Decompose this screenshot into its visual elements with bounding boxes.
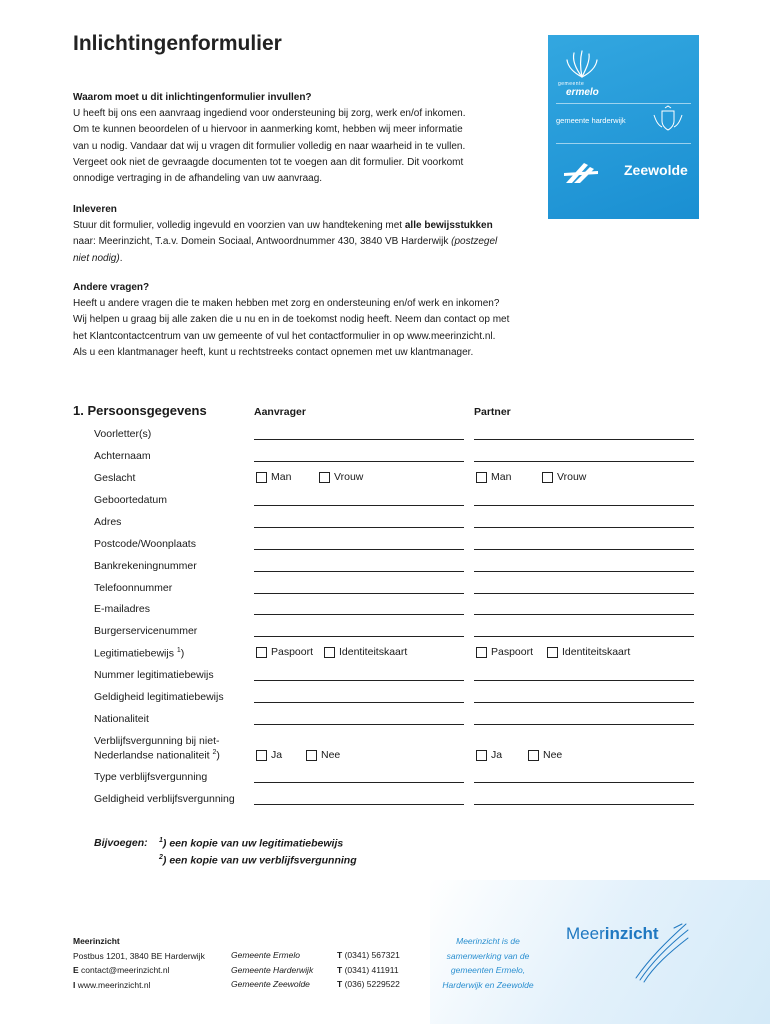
partner-paspoort-checkbox[interactable]: Paspoort [476,646,533,658]
partner-nationaliteit-field[interactable] [474,724,694,725]
partner-geldigheid-verblijf-field[interactable] [474,804,694,805]
footer-phone: (036) 5229522 [344,979,400,989]
label-postcode-woonplaats: Postcode/Woonplaats [94,538,196,550]
aanvrager-nee-checkbox[interactable]: Nee [306,749,340,761]
partner-vrouw-checkbox[interactable]: Vrouw [542,471,586,483]
footer-blurb: Meerinzicht is de samenwerking van de gemeenten Ermelo, Harderwijk en Zeewolde [442,936,534,990]
label-telefoonnummer: Telefoonnummer [94,582,173,594]
page-title: Inlichtingenformulier [73,32,282,55]
column-header-partner: Partner [474,406,511,418]
footer-gemeente: Gemeente Zeewolde [231,979,310,989]
footer-web-link[interactable]: www.meerinzicht.nl [77,979,151,990]
inleveren-heading: Inleveren [73,204,117,215]
footer-phones: T (0341) 567321 T (0341) 411911 T (036) 5229522 [337,950,400,989]
intro-line: onnodige vertraging in de afhandeling van uw aanvraag. [73,173,323,185]
label-burgerservicenummer: Burgerservicenummer [94,625,198,637]
label-geslacht: Geslacht [94,472,136,484]
aanvrager-bsn-field[interactable] [254,636,464,637]
partner-email-field[interactable] [474,614,694,615]
intro-heading: Waarom moet u dit inlichtingenformulier invullen? [73,92,312,103]
partner-bsn-field[interactable] [474,636,694,637]
label-geboortedatum: Geboortedatum [94,494,167,506]
footer-gemeente: Gemeente Ermelo [231,950,300,960]
label-nationaliteit: Nationaliteit [94,713,149,725]
andere-vragen-section [73,280,553,361]
label-type-verblijfsvergunning: Type verblijfsvergunning [94,771,208,783]
partner-nee-checkbox[interactable]: Nee [528,749,562,761]
label-geldigheid-verblijfsvergunning: Geldigheid verblijfsvergunning [94,793,235,805]
inleveren-italic: (postzegel [451,236,498,248]
partner-adres-field[interactable] [474,527,694,528]
partner-geldigheid-legitimatie-field[interactable] [474,702,694,703]
ermelo-label: ermelo [566,87,599,98]
partner-man-checkbox[interactable]: Man [476,471,511,483]
partner-geboortedatum-field[interactable] [474,505,694,506]
aanvrager-ja-checkbox[interactable]: Ja [256,749,282,761]
aanvrager-achternaam-field[interactable] [254,461,464,462]
aanvrager-vrouw-checkbox[interactable]: Vrouw [319,471,363,483]
partner-bankrekening-field[interactable] [474,571,694,572]
label-emailadres: E-mailadres [94,603,151,615]
aanvrager-geldigheid-legitimatie-field[interactable] [254,702,464,703]
label-achternaam: Achternaam [94,450,151,462]
aanvrager-nationaliteit-field[interactable] [254,724,464,725]
footer-contact: Meerinzicht Postbus 1201, 3840 BE Harderwijk E contact@meerinzicht.nl I www.meerinzicht.nl [73,936,205,990]
label-geldigheid-legitimatiebewijs: Geldigheid legitimatiebewijs [94,691,224,703]
aanvrager-geboortedatum-field[interactable] [254,505,464,506]
intro-line: Om te kunnen beoordelen of u hiervoor in aanmerking komt, hebben wij meer informatie [73,124,463,136]
partner-postcode-field[interactable] [474,549,694,550]
footer-gemeente: Gemeente Harderwijk [231,964,314,975]
label-verblijfsvergunning-2: Nederlandse nationaliteit $^2$) [94,749,220,762]
footer-phone: (0341) 411911 [344,964,399,975]
andere-line: Wij helpen u graag bij alle zaken die u nu en in de toekomst nodig heeft. Neem dan contact op met [73,314,510,326]
logo-divider [556,143,691,144]
logo-inzicht: inzicht [604,924,659,943]
intro-line: van u nodig. Vandaar dat wij u vragen dit formulier volledig en naar waarheid in te vullen. [73,140,466,152]
aanvrager-adres-field[interactable] [254,527,464,528]
partner-telefoon-field[interactable] [474,593,694,594]
aanvrager-man-checkbox[interactable]: Man [256,471,291,483]
zeewolde-logo-icon [562,159,602,187]
municipality-logo-panel [548,35,699,219]
harderwijk-crest-icon [648,105,688,135]
inleveren-bold: alle bewijsstukken [404,220,493,232]
meerinzicht-swoosh-icon [630,918,692,988]
section-title-persoonsgegevens: 1. Persoonsgegevens [73,403,207,418]
label-nummer-legitimatiebewijs: Nummer legitimatiebewijs [94,669,214,681]
partner-type-verblijf-field[interactable] [474,782,694,783]
aanvrager-geldigheid-verblijf-field[interactable] [254,804,464,805]
partner-identiteitskaart-checkbox[interactable]: Identiteitskaart [547,646,630,658]
footer-org: Meerinzicht [73,936,120,946]
inleveren-text: naar: Meerinzicht, T.a.v. Domein Sociaal, Antwoordnummer 430, 3840 VB Harderwijk [73,236,452,248]
aanvrager-paspoort-checkbox[interactable]: Paspoort [256,646,313,658]
label-verblijfsvergunning-1: Verblijfsvergunning bij niet- [94,735,220,747]
label-adres: Adres [94,516,122,528]
ermelo-label-top: gemeente [558,81,585,87]
partner-voorletters-field[interactable] [474,439,694,440]
andere-heading: Andere vragen? [73,282,150,293]
inleveren-italic: niet nodig) [73,252,120,264]
aanvrager-nummer-legitimatie-field[interactable] [254,680,464,681]
intro-line: U heeft bij ons een aanvraag ingediend voor ondersteuning bij zorg, werk en/of inkomen. [73,108,466,120]
andere-line: Heeft u andere vragen die te maken hebben met zorg en ondersteuning en/of werk en inkomen? [73,298,500,310]
footer-phone: (0341) 567321 [344,950,400,960]
logo-meer: Meer [566,924,605,943]
bijvoegen-label: Bijvoegen: [94,837,148,849]
ermelo-logo-icon [562,47,602,83]
column-header-aanvrager: Aanvrager [254,406,306,418]
harderwijk-label: gemeente harderwijk [556,116,626,125]
aanvrager-telefoon-field[interactable] [254,593,464,594]
andere-line: het Klantcontactcentrum van uw gemeente of vul het contactformulier in op www.meerinzicht.nl. [73,330,496,342]
aanvrager-bankrekening-field[interactable] [254,571,464,572]
aanvrager-identiteitskaart-checkbox[interactable]: Identiteitskaart [324,646,407,658]
intro-section [73,90,553,187]
bijvoegen-item-2: $^2$) een kopie van uw verblijfsvergunning [159,854,357,867]
partner-achternaam-field[interactable] [474,461,694,462]
aanvrager-postcode-field[interactable] [254,549,464,550]
partner-nummer-legitimatie-field[interactable] [474,680,694,681]
aanvrager-voorletters-field[interactable] [254,439,464,440]
label-legitimatiebewijs: Legitimatiebewijs $^1$) [94,647,185,660]
aanvrager-type-verblijf-field[interactable] [254,782,464,783]
zeewolde-label: Zeewolde [624,162,688,178]
footer-email-link[interactable]: contact@meerinzicht.nl [81,965,170,975]
bijvoegen-item-1: $^1$) een kopie van uw legitimatiebewijs [159,837,344,850]
footer-gemeenten [231,948,313,992]
inleveren-text: Stuur dit formulier, volledig ingevuld en voorzien van uw handtekening met [73,220,405,232]
partner-ja-checkbox[interactable]: Ja [476,749,502,761]
footer-address: Postbus 1201, 3840 BE Harderwijk [73,950,205,961]
label-bankrekeningnummer: Bankrekeningnummer [94,560,197,572]
logo-divider [556,103,691,104]
andere-line: Als u een klantmanager heeft, kunt u rechtstreeks contact opnemen met uw klantmanager. [73,346,474,358]
label-voorletters: Voorletter(s) [94,428,152,440]
inleveren-section: Inleveren Stuur dit formulier, volledig ingevuld en voorzien van uw handtekening met alle bewijsstukken naar: Meerinzicht, T.a.v. Domein Sociaal, Antwoordnummer 430, 3840 VB Harderwijk (postzegel niet nodig). [73,202,553,267]
aanvrager-email-field[interactable] [254,614,464,615]
intro-line: Vergeet ook niet de gevraagde documenten tot te voegen aan dit formulier. Dit voorkomt [73,156,464,168]
